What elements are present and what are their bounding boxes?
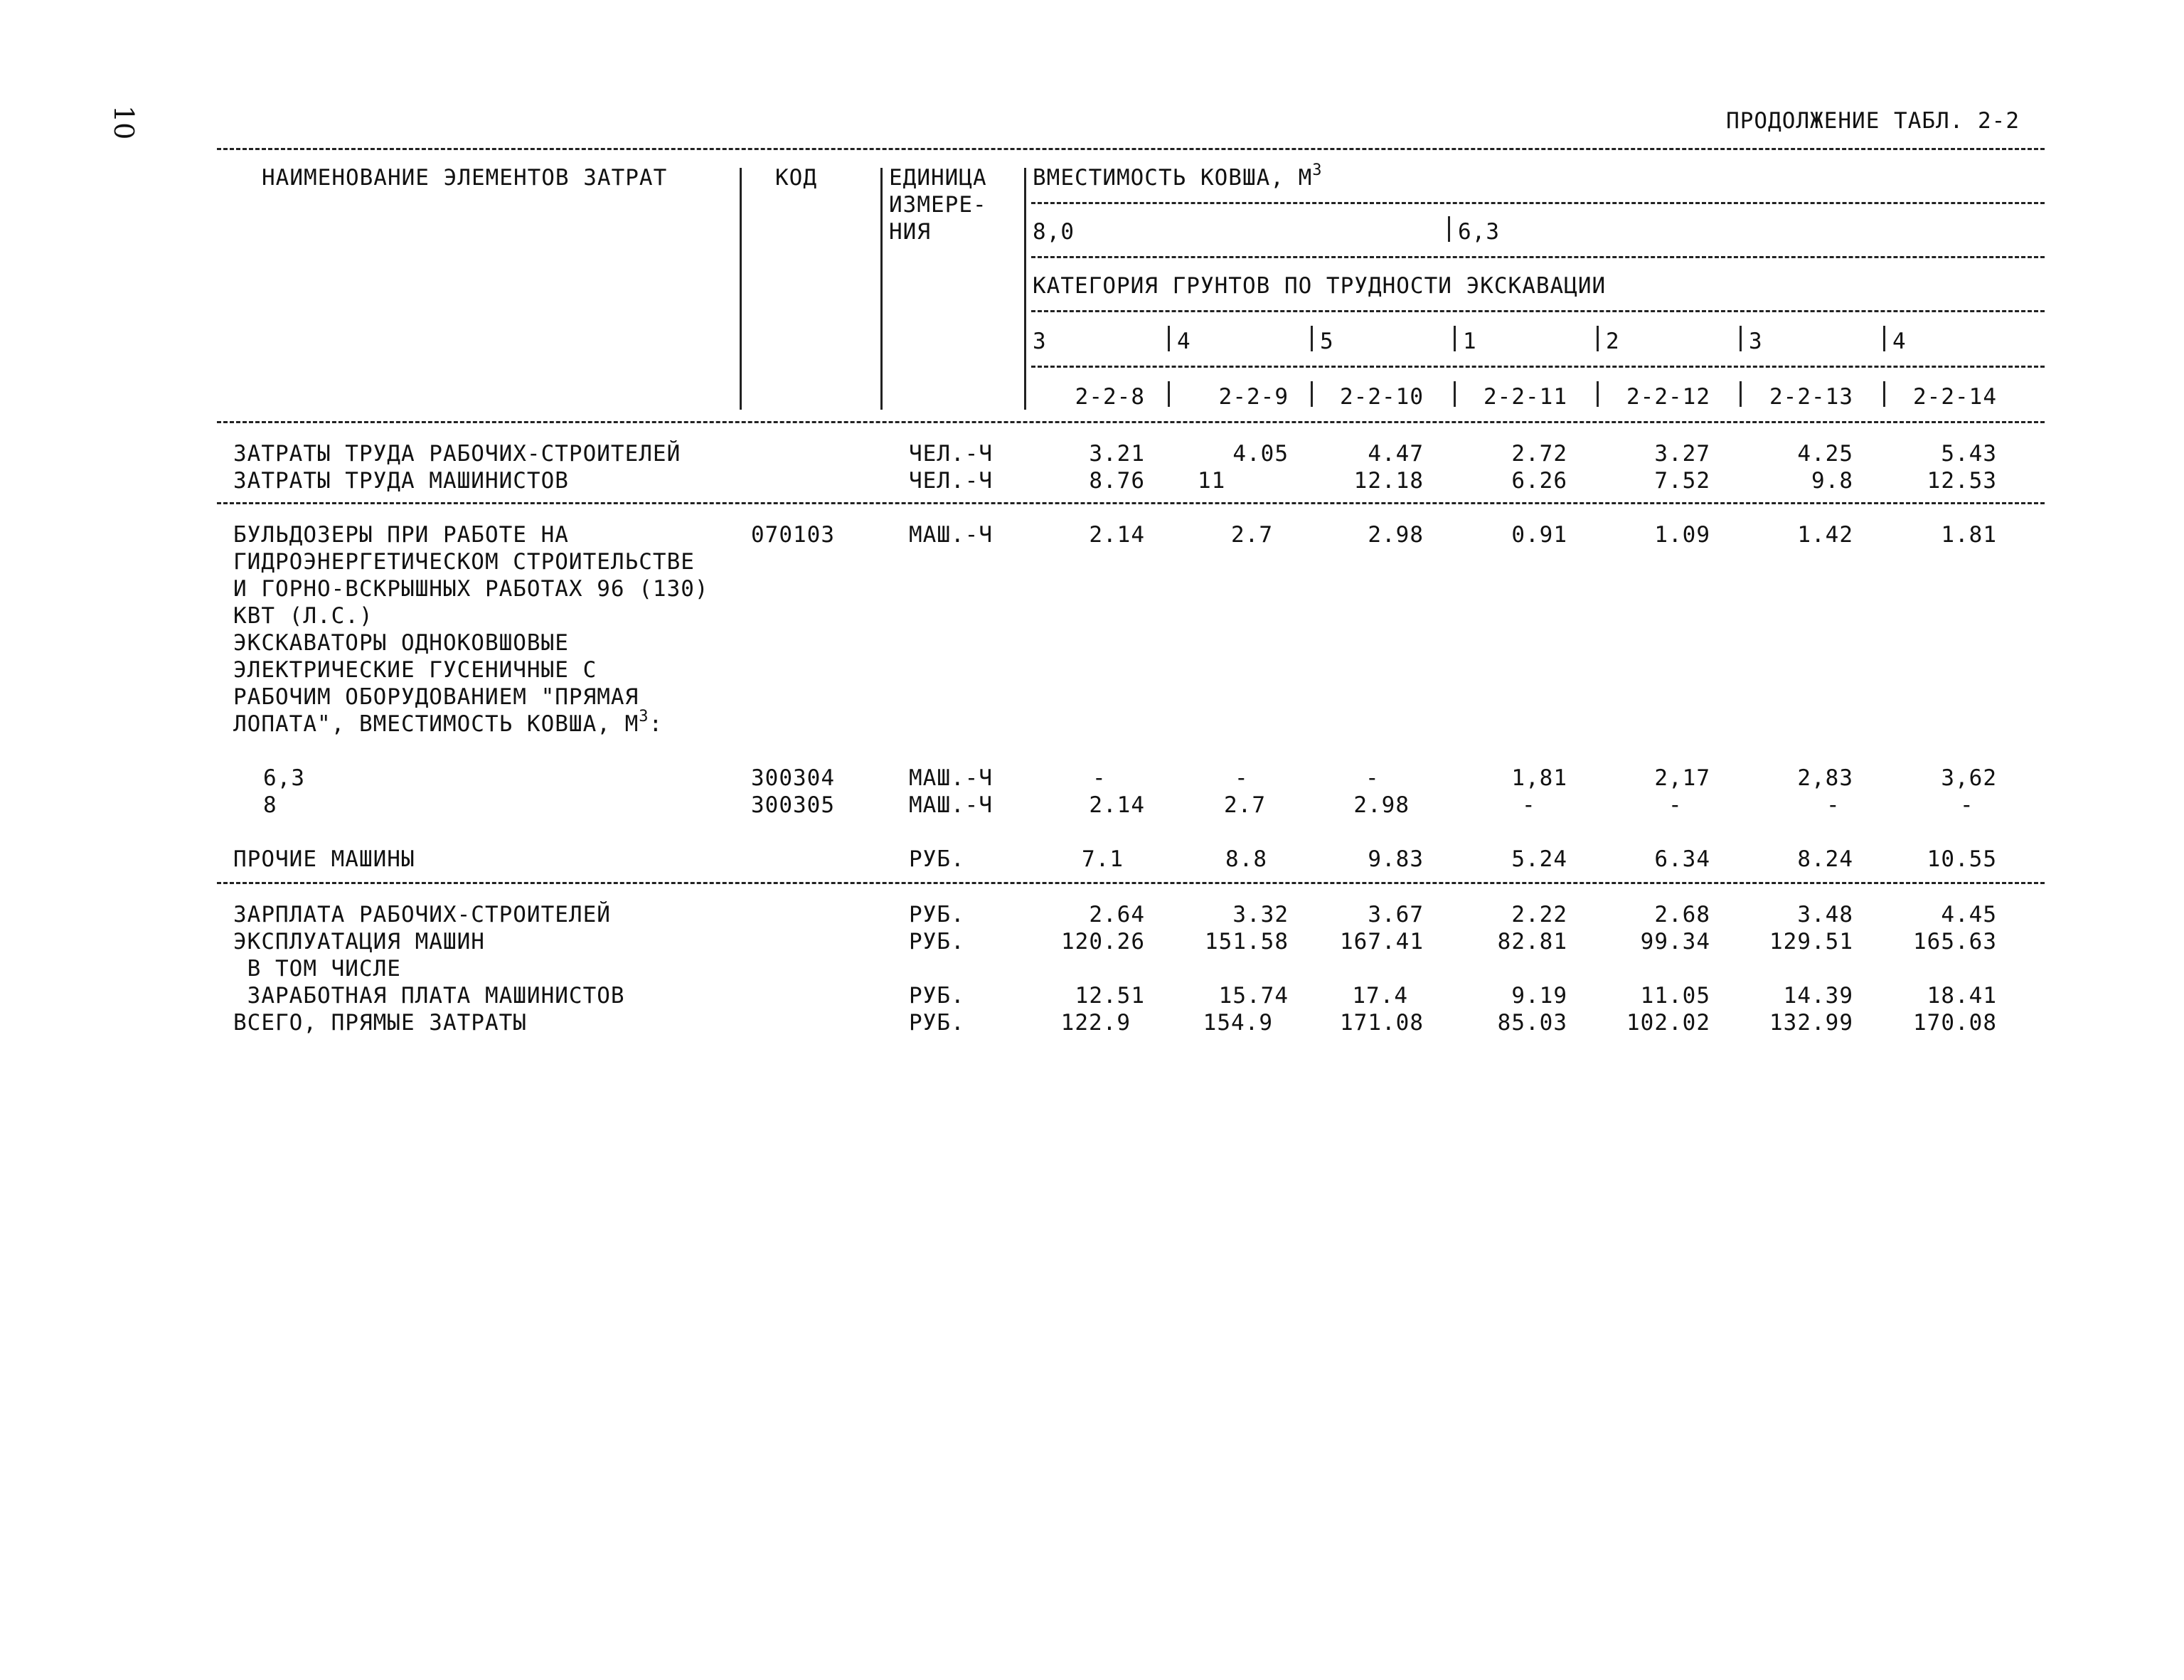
table-cell: 5.43 (1941, 441, 1997, 467)
header-category-2: 4 (1177, 329, 1191, 354)
header-separator-cat-3 (1311, 326, 1313, 351)
table-cell: 2.14 (1089, 522, 1145, 548)
row-other-machines-name: ПРОЧИЕ МАШИНЫ (233, 846, 415, 872)
header-rule-4 (1031, 366, 2045, 368)
row-wages-workers-unit: РУБ. (909, 902, 965, 927)
excavator-name-line-2: ЭЛЕКТРИЧЕСКИЕ ГУСЕНИЧНЫЕ С (233, 657, 597, 683)
table-cell: 2.14 (1089, 792, 1145, 818)
table-cell: 17.4 (1352, 983, 1408, 1009)
table-cell: 4.05 (1232, 441, 1289, 467)
table-cell: 9.8 (1811, 468, 1853, 494)
table-cell: 9.83 (1368, 846, 1424, 872)
machines-bottom-rule (217, 882, 2045, 884)
row-total-direct-costs-name: ВСЕГО, ПРЯМЫЕ ЗАТРАТЫ (233, 1010, 527, 1036)
table-cell: - (1668, 792, 1683, 818)
header-separator-code-2 (1168, 381, 1170, 407)
table-cell: 12.53 (1927, 468, 1997, 494)
table-cell: 3.67 (1368, 902, 1424, 927)
table-cell: 8.8 (1225, 846, 1267, 872)
table-cell: 12.51 (1075, 983, 1145, 1009)
row-labor-operators-unit: ЧЕЛ.-Ч (909, 468, 993, 494)
header-category-5: 2 (1606, 329, 1620, 354)
table-cell: 122.9 (1060, 1010, 1131, 1036)
header-code-column: КОД (775, 165, 817, 191)
table-cell: 170.08 (1913, 1010, 1997, 1036)
table-cell: 15.74 (1218, 983, 1289, 1009)
row-machine-operation-name: ЭКСПЛУАТАЦИЯ МАШИН (233, 929, 485, 955)
row-other-machines-unit: РУБ. (909, 846, 965, 872)
header-category-1: 3 (1033, 329, 1047, 354)
header-separator-cat-6 (1740, 326, 1742, 351)
table-cell: 4.47 (1368, 441, 1424, 467)
header-name-column: НАИМЕНОВАНИЕ ЭЛЕМЕНТОВ ЗАТРАТ (262, 165, 668, 191)
table-cell: - (1092, 765, 1107, 791)
bulldozer-name-line-4: КВТ (Л.С.) (233, 603, 373, 629)
table-cell: 4.45 (1941, 902, 1997, 927)
row-operator-wages-name: ЗАРАБОТНАЯ ПЛАТА МАШИНИСТОВ (233, 983, 625, 1009)
table-cell: 2.68 (1654, 902, 1710, 927)
table-cell: 3.27 (1654, 441, 1710, 467)
header-unit-line-2: ИЗМЕРЕ- (889, 192, 987, 218)
table-cell: 9.19 (1511, 983, 1567, 1009)
table-cell: 6.26 (1511, 468, 1567, 494)
header-separator-code-7 (1883, 381, 1885, 407)
table-cell: - (1960, 792, 1974, 818)
header-bottom-rule (217, 421, 2045, 423)
table-cell: 5.24 (1511, 846, 1567, 872)
table-cell: - (1522, 792, 1536, 818)
table-cell: 6.34 (1654, 846, 1710, 872)
table-cell: 1.09 (1654, 522, 1710, 548)
excavator-name-line-1: ЭКСКАВАТОРЫ ОДНОКОВШОВЫЕ (233, 630, 569, 656)
header-separator-values (1024, 168, 1026, 410)
row-labor-workers-unit: ЧЕЛ.-Ч (909, 441, 993, 467)
table-cell: 8.24 (1797, 846, 1853, 872)
table-cell: 8.76 (1089, 468, 1145, 494)
labor-bottom-rule (217, 502, 2045, 504)
header-category-6: 3 (1749, 329, 1763, 354)
row-including-label: В ТОМ ЧИСЛЕ (233, 956, 401, 982)
header-norm-code-7: 2-2-14 (1913, 384, 1997, 410)
table-cell: 99.34 (1640, 929, 1710, 955)
table-cell: 0.91 (1511, 522, 1567, 548)
table-cell: 11 (1198, 468, 1226, 494)
table-cell: 18.41 (1927, 983, 1997, 1009)
row-labor-workers-name: ЗАТРАТЫ ТРУДА РАБОЧИХ-СТРОИТЕЛЕЙ (233, 441, 681, 467)
page-number: 10 (108, 105, 139, 140)
table-cell: 14.39 (1783, 983, 1853, 1009)
header-norm-code-4: 2-2-11 (1483, 384, 1567, 410)
header-category-3: 5 (1320, 329, 1334, 354)
excavator-row-8-unit: МАШ.-Ч (909, 792, 993, 818)
table-cell: 2.98 (1353, 792, 1410, 818)
table-cell: 3.48 (1797, 902, 1853, 927)
header-separator-code-3 (1311, 381, 1313, 407)
row-operator-wages-unit: РУБ. (909, 983, 965, 1009)
bulldozer-unit: МАШ.-Ч (909, 522, 993, 548)
table-cell: 167.41 (1340, 929, 1424, 955)
header-separator-cat-2 (1168, 326, 1170, 351)
table-cell: 4.25 (1797, 441, 1853, 467)
bulldozer-code: 070103 (751, 522, 835, 548)
table-cell: 11.05 (1640, 983, 1710, 1009)
table-cell: 165.63 (1913, 929, 1997, 955)
table-cell: 3.32 (1232, 902, 1289, 927)
table-cell: 7.1 (1082, 846, 1124, 872)
header-rule-1 (1031, 202, 2045, 204)
header-separator-cat-4 (1454, 326, 1456, 351)
bulldozer-name-line-2: ГИДРОЭНЕРГЕТИЧЕСКОМ СТРОИТЕЛЬСТВЕ (233, 549, 695, 575)
row-total-direct-costs-unit: РУБ. (909, 1010, 965, 1036)
excavator-row-6-3-unit: МАШ.-Ч (909, 765, 993, 791)
row-labor-operators-name: ЗАТРАТЫ ТРУДА МАШИНИСТОВ (233, 468, 569, 494)
row-wages-workers-name: ЗАРПЛАТА РАБОЧИХ-СТРОИТЕЛЕЙ (233, 902, 611, 927)
table-cell: - (1826, 792, 1841, 818)
table-cell: 2.64 (1089, 902, 1145, 927)
header-rule-3 (1031, 310, 2045, 312)
table-cell: 132.99 (1769, 1010, 1853, 1036)
header-separator-unit (880, 168, 883, 410)
table-cell: 1,81 (1511, 765, 1567, 791)
header-separator-code (740, 168, 742, 410)
header-separator-cat-5 (1597, 326, 1599, 351)
header-norm-code-6: 2-2-13 (1769, 384, 1853, 410)
table-cell: 2.7 (1224, 792, 1266, 818)
table-cell: - (1235, 765, 1249, 791)
table-cell: 171.08 (1340, 1010, 1424, 1036)
table-cell: 2,17 (1654, 765, 1710, 791)
table-cell: 2.22 (1511, 902, 1567, 927)
table-cell: 2,83 (1797, 765, 1853, 791)
excavator-row-6-3-code: 300304 (751, 765, 835, 791)
header-norm-code-5: 2-2-12 (1626, 384, 1710, 410)
header-separator-code-6 (1740, 381, 1742, 407)
table-cell: 12.18 (1353, 468, 1424, 494)
header-norm-code-2: 2-2-9 (1218, 384, 1289, 410)
header-norm-code-1: 2-2-8 (1075, 384, 1145, 410)
bulldozer-name-line-1: БУЛЬДОЗЕРЫ ПРИ РАБОТЕ НА (233, 522, 569, 548)
bulldozer-name-line-3: И ГОРНО-ВСКРЫШНЫХ РАБОТАХ 96 (130) (233, 576, 709, 602)
table-cell: 129.51 (1769, 929, 1853, 955)
table-cell: 2.7 (1231, 522, 1273, 548)
table-cell: 2.72 (1511, 441, 1567, 467)
table-cell: 102.02 (1626, 1010, 1710, 1036)
continuation-label: ПРОДОЛЖЕНИЕ ТАБЛ. 2-2 (1726, 108, 2020, 134)
excavator-row-8-code: 300305 (751, 792, 835, 818)
header-separator-code-5 (1597, 381, 1599, 407)
header-rule-2 (1031, 256, 2045, 258)
header-capacity-label: ВМЕСТИМОСТЬ КОВША, $М^3$ (1033, 161, 1323, 191)
header-unit-line-1: ЕДИНИЦА (889, 165, 987, 191)
header-separator-capacity (1448, 216, 1450, 242)
table-cell: 1.81 (1941, 522, 1997, 548)
table-cell: 3.21 (1089, 441, 1145, 467)
header-separator-cat-7 (1883, 326, 1885, 351)
header-category-7: 4 (1892, 329, 1907, 354)
table-cell: 151.58 (1205, 929, 1289, 955)
header-capacity-6-3: 6,3 (1458, 219, 1500, 245)
table-cell: 120.26 (1061, 929, 1145, 955)
excavator-name-line-3: РАБОЧИМ ОБОРУДОВАНИЕМ "ПРЯМАЯ (233, 684, 639, 710)
table-cell: 10.55 (1927, 846, 1997, 872)
table-cell: 154.9 (1203, 1010, 1273, 1036)
excavator-row-6-3-name: 6,3 (263, 765, 305, 791)
header-norm-code-3: 2-2-10 (1340, 384, 1424, 410)
table-cell: 82.81 (1497, 929, 1567, 955)
table-cell: 1.42 (1797, 522, 1853, 548)
table-cell: - (1365, 765, 1380, 791)
table-cell: 3,62 (1941, 765, 1997, 791)
table-cell: 2.98 (1368, 522, 1424, 548)
header-separator-code-4 (1454, 381, 1456, 407)
excavator-row-8-name: 8 (263, 792, 277, 818)
header-capacity-8: 8,0 (1033, 219, 1075, 245)
table-cell: 7.52 (1654, 468, 1710, 494)
top-rule (217, 148, 2045, 150)
row-machine-operation-unit: РУБ. (909, 929, 965, 955)
table-cell: 85.03 (1497, 1010, 1567, 1036)
header-unit-line-3: НИЯ (889, 219, 931, 245)
header-category-label: КАТЕГОРИЯ ГРУНТОВ ПО ТРУДНОСТИ ЭКСКАВАЦИИ (1033, 273, 1607, 299)
header-category-4: 1 (1463, 329, 1477, 354)
excavator-name-line-4: ЛОПАТА", ВМЕСТИМОСТЬ КОВША, $М^3$: (233, 708, 664, 737)
